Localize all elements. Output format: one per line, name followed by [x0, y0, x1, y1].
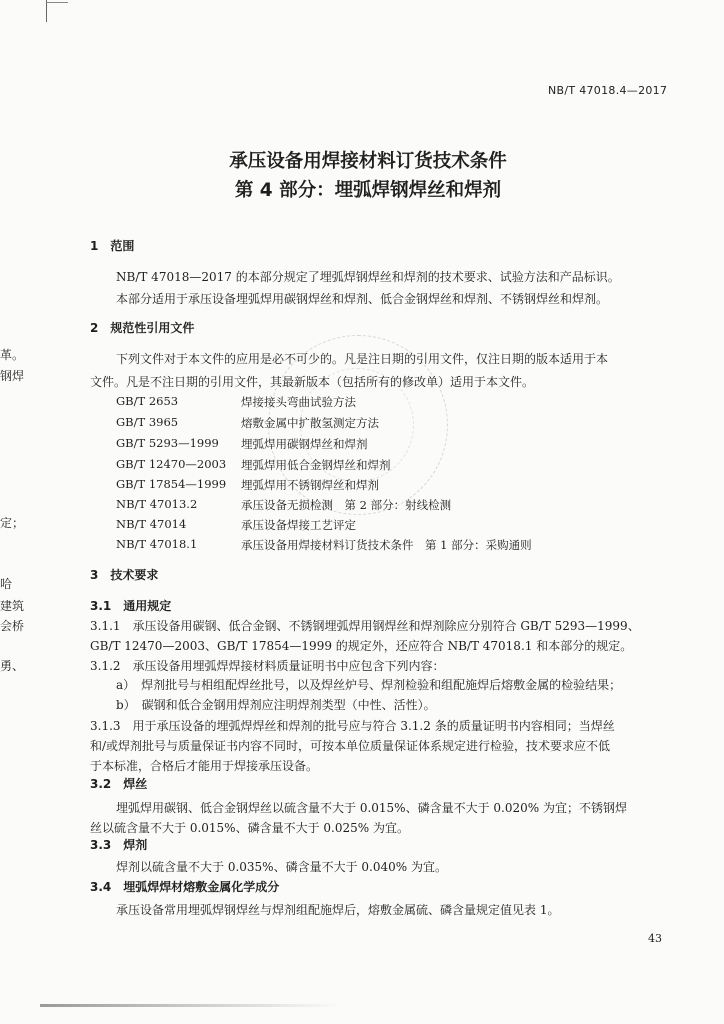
reference-title: 埋弧焊用低合金钢焊丝和焊剂 [241, 458, 391, 472]
paragraph: GB/T 12470—2003、GB/T 17854—1999 的规定外，还应符合 NB/T 47018.1 和本部分的规定。 [90, 639, 633, 653]
page-number: 43 [648, 932, 662, 945]
margin-fragment: 建筑 [0, 599, 25, 613]
reference-title: 焊接接头弯曲试验方法 [241, 395, 356, 409]
scan-edge-mark-horizontal [46, 2, 68, 3]
list-item: b） 碳钢和低合金钢用焊剂应注明焊剂类型（中性、活性）。 [116, 698, 436, 712]
reference-code: GB/T 2653 [116, 394, 179, 408]
document-title: 承压设备用焊接材料订货技术条件 [229, 151, 507, 172]
paragraph: 焊剂以硫含量不大于 0.035%、磷含量不大于 0.040% 为宜。 [116, 860, 447, 874]
paragraph: 埋弧焊用碳钢、低合金钢焊丝以硫含量不大于 0.015%、磷含量不大于 0.020% 为宜；不锈钢焊 [116, 801, 627, 815]
paragraph: 3.1.1 承压设备用碳钢、低合金钢、不锈钢埋弧焊用钢焊丝和焊剂除应分别符合 GB/T 5293—1999、 [90, 619, 640, 633]
reference-code: GB/T 17854—1999 [116, 477, 227, 491]
paragraph: 下列文件对于本文件的应用是必不可少的。凡是注日期的引用文件，仅注日期的版本适用于本 [116, 352, 609, 366]
paragraph: 本部分适用于承压设备埋弧焊用碳钢焊丝和焊剂、低合金钢焊丝和焊剂、不锈钢焊丝和焊剂。 [116, 292, 609, 306]
reference-title: 承压设备无损检测 第 2 部分：射线检测 [241, 498, 452, 512]
list-item: a） 焊剂批号与相组配焊丝批号，以及焊丝炉号、焊剂检验和组配施焊后熔敷金属的检验结果； [116, 678, 622, 692]
section-heading-scope: 1 范围 [90, 239, 135, 253]
margin-fragment: 会桥 [0, 619, 25, 633]
paragraph: 丝以硫含量不大于 0.015%、磷含量不大于 0.025% 为宜。 [90, 821, 409, 835]
reference-title: 承压设备用焊接材料订货技术条件 第 1 部分：采购通则 [241, 538, 532, 552]
paragraph: 于本标准，合格后才能用于焊接承压设备。 [90, 759, 319, 773]
scan-edge-mark [46, 0, 47, 22]
margin-fragment: 勇、 [0, 659, 25, 673]
margin-fragment: 定； [0, 516, 25, 530]
section-heading-technical-requirements: 3 技术要求 [90, 568, 159, 582]
reference-title: 埋弧焊用碳钢焊丝和焊剂 [241, 437, 368, 451]
reference-code: NB/T 47013.2 [116, 497, 198, 511]
subsection-heading: 3.1 通用规定 [90, 599, 172, 613]
reference-code: GB/T 5293—1999 [116, 436, 219, 450]
reference-title: 埋弧焊用不锈钢焊丝和焊剂 [241, 478, 379, 492]
standard-code: NB/T 47018.4—2017 [548, 84, 668, 97]
paragraph: 和/或焊剂批号与质量保证书内容不同时，可按本单位质量保证体系规定进行检验，技术要求应不低 [90, 739, 611, 753]
reference-code: GB/T 12470—2003 [116, 457, 227, 471]
paragraph: 文件。凡是不注日期的引用文件，其最新版本（包括所有的修改单）适用于本文件。 [90, 375, 535, 389]
scan-bottom-shadow [40, 1004, 340, 1007]
margin-fragment: 哈 [0, 577, 13, 591]
paragraph: 承压设备常用埋弧焊钢焊丝与焊剂组配施焊后，熔敷金属硫、磷含量规定值见表 1。 [116, 903, 560, 917]
paragraph: 3.1.2 承压设备用埋弧焊焊接材料质量证明书中应包含下列内容： [90, 659, 445, 673]
paragraph: NB/T 47018—2017 的本部分规定了埋弧焊钢焊丝和焊剂的技术要求、试验方法和产品标识。 [116, 270, 620, 284]
margin-fragment: 革。 [0, 348, 25, 362]
reference-title: 熔敷金属中扩散氢测定方法 [241, 416, 379, 430]
reference-code: GB/T 3965 [116, 415, 179, 429]
reference-code: NB/T 47018.1 [116, 537, 198, 551]
document-subtitle: 第 4 部分：埋弧焊钢焊丝和焊剂 [234, 180, 502, 201]
reference-title: 承压设备焊接工艺评定 [241, 518, 356, 532]
margin-fragment: 钢焊 [0, 369, 25, 383]
subsection-heading: 3.3 焊剂 [90, 838, 148, 852]
paragraph: 3.1.3 用于承压设备的埋弧焊焊丝和焊剂的批号应与符合 3.1.2 条的质量证明书内容相同；当焊丝 [90, 719, 615, 733]
subsection-heading: 3.4 埋弧焊焊材熔敷金属化学成分 [90, 880, 280, 894]
reference-code: NB/T 47014 [116, 517, 187, 531]
section-heading-normative-references: 2 规范性引用文件 [90, 321, 195, 335]
subsection-heading: 3.2 焊丝 [90, 777, 148, 791]
